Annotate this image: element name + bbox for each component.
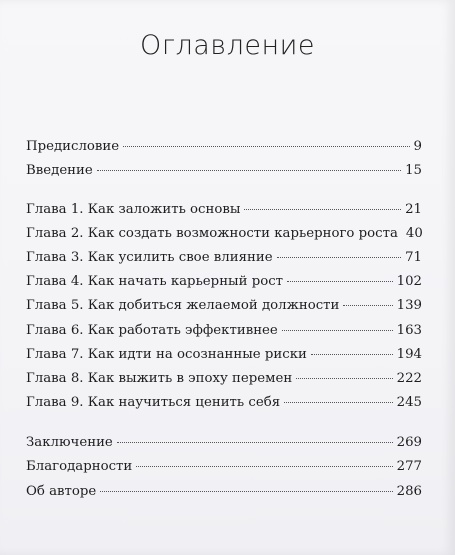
- toc-entry-label: Глава 6. Как работать эффективнее: [26, 323, 278, 338]
- toc-entry-about-author: [26, 483, 422, 501]
- dot-leader: [296, 378, 392, 379]
- toc-entry-page: 15: [405, 163, 422, 178]
- toc-entry-chapter-3: [26, 249, 422, 267]
- dot-leader: [97, 170, 401, 171]
- toc-entry-chapter-5: [26, 297, 422, 315]
- toc-entry-label: Глава 5. Как добиться желаемой должности: [26, 298, 340, 313]
- toc-entry-page: 269: [396, 435, 422, 450]
- page-title: Оглавление: [139, 30, 316, 61]
- toc-entry-page: 163: [396, 323, 422, 338]
- dot-leader: [343, 305, 392, 306]
- toc-entry-label: Глава 1. Как заложить основы: [26, 202, 241, 217]
- dot-leader: [284, 402, 393, 403]
- dot-leader: [311, 354, 393, 355]
- toc-entry-label: Благодарности: [26, 459, 133, 474]
- toc-entry-chapter-9: [26, 394, 422, 412]
- toc-entry-chapter-8: [26, 370, 422, 388]
- toc-entry-page: 194: [396, 347, 422, 362]
- toc-entry-preface: [26, 138, 422, 156]
- toc-entry-chapter-1: [26, 201, 422, 219]
- toc-entry-label: Глава 2. Как создать возможности карьерного роста: [26, 226, 398, 241]
- toc-entry-chapter-7: [26, 346, 422, 364]
- dot-leader: [123, 146, 409, 147]
- toc-entry-chapter-2: [26, 225, 422, 243]
- toc-entry-label: Глава 4. Как начать карьерный рост: [26, 274, 284, 289]
- toc-entry-label: Глава 8. Как выжить в эпоху перемен: [26, 371, 293, 386]
- toc-entry-label: Об авторе: [26, 484, 97, 499]
- toc-entry-page: 286: [396, 484, 422, 499]
- toc-entry-label: Введение: [26, 163, 93, 178]
- toc-entry-chapter-4: [26, 273, 422, 291]
- toc-entry-label: Глава 7. Как идти на осознанные риски: [26, 347, 307, 362]
- dot-leader: [244, 209, 401, 210]
- toc-entry-acknowledgements: [26, 458, 422, 476]
- toc-entry-page: 222: [396, 371, 422, 386]
- toc-entry-page: 40: [405, 226, 423, 241]
- toc-entry-page: 9: [413, 139, 422, 154]
- toc-entry-label: Глава 3. Как усилить свое влияние: [26, 250, 273, 265]
- dot-leader: [117, 442, 393, 443]
- toc-entry-label: Предисловие: [26, 139, 120, 154]
- toc-entry-chapter-6: [26, 322, 422, 340]
- toc-entry-introduction: [26, 162, 422, 180]
- toc-entry-page: 139: [396, 298, 422, 313]
- toc-entry-page: 21: [405, 202, 422, 217]
- toc-entry-label: Глава 9. Как научиться ценить себя: [26, 395, 281, 410]
- dot-leader: [100, 491, 392, 492]
- toc-entry-page: 277: [396, 459, 422, 474]
- toc-entry-page: 245: [396, 395, 422, 410]
- dot-leader: [136, 466, 392, 467]
- dot-leader: [277, 257, 402, 258]
- toc-entry-page: 102: [396, 274, 422, 289]
- dot-leader: [287, 281, 393, 282]
- toc-entry-conclusion: [26, 434, 422, 452]
- toc-entry-page: 71: [405, 250, 422, 265]
- toc-entry-label: Заключение: [26, 435, 113, 450]
- dot-leader: [282, 330, 393, 331]
